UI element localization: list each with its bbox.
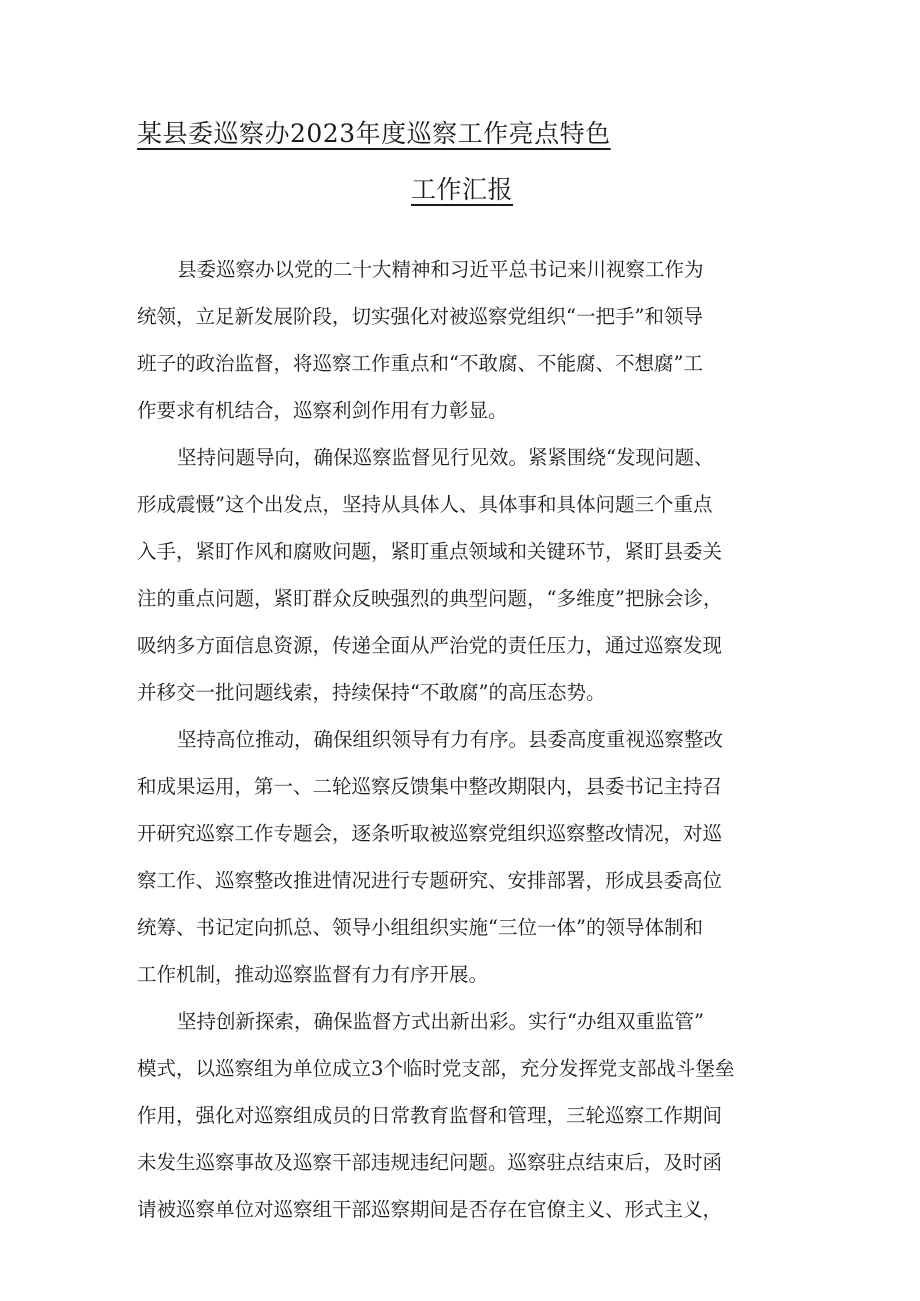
body-line: 模式，以巡察组为单位成立3个临时党支部，充分发挥党支部战斗堡垒 [137,1057,735,1080]
body-line: 未发生巡察事故及巡察干部违规违纪问题。巡察驻点结束后，及时函 [137,1151,723,1174]
body-line: 形成震慑”这个出发点，坚持从具体人、具体事和具体问题三个重点 [137,493,713,516]
body-line: 统领，立足新发展阶段，切实强化对被巡察党组织“一把手”和领导 [137,305,703,328]
body-line: 吸纳多方面信息资源，传递全面从严治党的责任压力，通过巡察发现 [137,634,723,657]
body-line: 坚持创新探索，确保监督方式出新出彩。实行“办组双重监管” [177,1010,704,1033]
body-line: 统筹、书记定向抓总、领导小组组织实施“三位一体”的领导体制和 [137,916,703,939]
body-line: 请被巡察单位对巡察组干部巡察期间是否存在官僚主义、形式主义， [137,1198,723,1221]
body-line: 作用，强化对巡察组成员的日常教育监督和管理，三轮巡察工作期间 [137,1104,723,1127]
body-line: 入手，紧盯作风和腐败问题，紧盯重点领域和关键环节，紧盯县委关 [137,540,723,563]
body-line: 注的重点问题，紧盯群众反映强烈的典型问题，“多维度”把脉会诊， [137,587,723,610]
body-line: 和成果运用，第一、二轮巡察反馈集中整改期限内，县委书记主持召 [137,775,723,798]
body-line: 工作机制，推动巡察监督有力有序开展。 [137,963,489,986]
body-line: 坚持高位推动，确保组织领导有力有序。县委高度重视巡察整改 [177,728,724,751]
body-line: 并移交一批问题线索，持续保持“不敢腐”的高压态势。 [137,681,606,704]
body-line: 察工作、巡察整改推进情况进行专题研究、安排部署，形成县委高位 [137,869,723,892]
body-line: 县委巡察办以党的二十大精神和习近平总书记来川视察工作为 [177,258,704,281]
body-line: 开研究巡察工作专题会，逐条听取被巡察党组织巡察整改情况，对巡 [137,822,723,845]
body-line: 坚持问题导向，确保巡察监督见行见效。紧紧围绕“发现问题、 [177,446,714,469]
document-title-line-1: 某县委巡察办2023年度巡察工作亮点特色 [137,119,611,148]
document-title-line-2: 工作汇报 [411,175,514,204]
body-line: 班子的政治监督，将巡察工作重点和“不敢腐、不能腐、不想腐”工 [137,352,703,375]
body-line: 作要求有机结合，巡察利剑作用有力彰显。 [137,399,508,422]
